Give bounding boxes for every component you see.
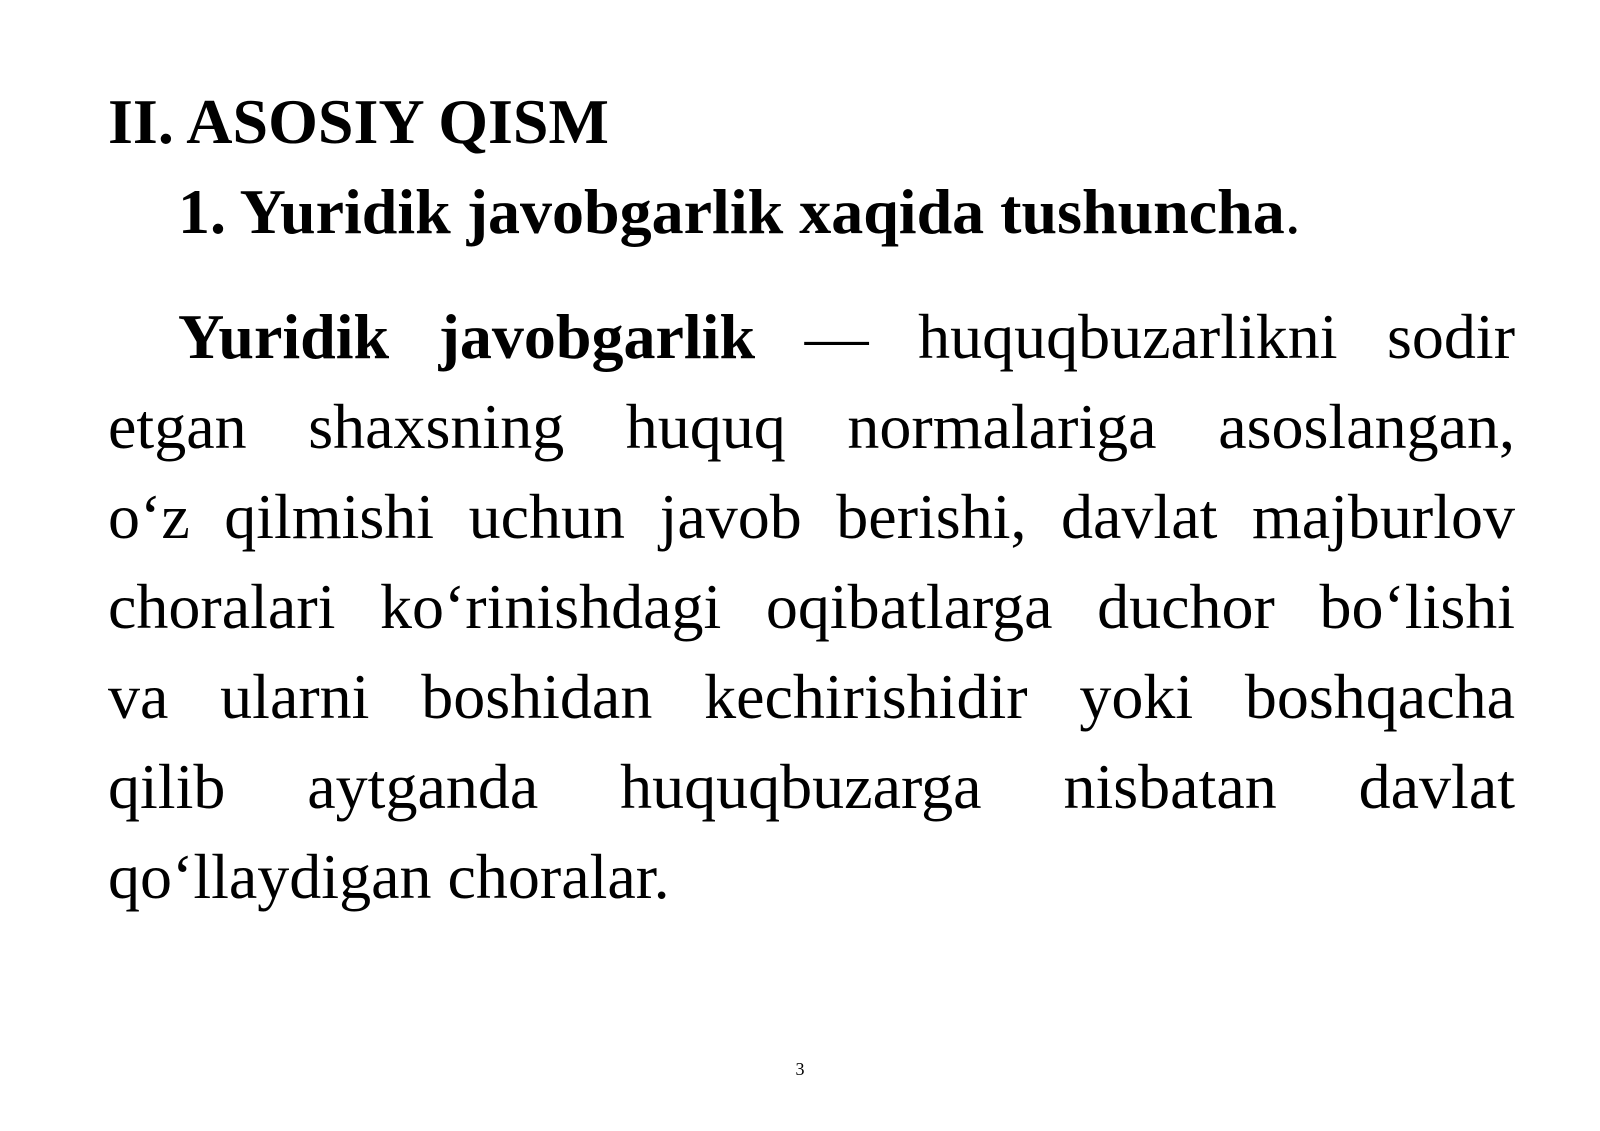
- paragraph-line: qilib aytganda huquqbuzarga nisbatan davlat: [108, 751, 1515, 822]
- definition-dash: —: [804, 301, 869, 372]
- paragraph-line: o‘z qilmishi uchun javob berishi, davlat majburlov: [108, 481, 1515, 552]
- paragraph-line: va ularni boshidan kechirishidir yoki boshqacha: [108, 661, 1515, 732]
- section-title: II. ASOSIY QISM: [108, 86, 609, 157]
- paragraph-line: etgan shaxsning huquq normalariga asoslangan,: [108, 391, 1515, 462]
- page-number: 3: [795, 1059, 805, 1079]
- subsection-title-period: .: [1284, 176, 1301, 247]
- subsection-title: [178, 172, 1301, 252]
- paragraph-line: [108, 292, 1515, 382]
- paragraph-line: choralari ko‘rinishdagi oqibatlarga duchor bo‘lishi: [108, 571, 1515, 642]
- defined-term: Yuridik javobgarlik: [178, 301, 756, 372]
- subsection-title-text: 1. Yuridik javobgarlik xaqida tushuncha: [178, 176, 1285, 247]
- paragraph-line-text: huquqbuzarlikni sodir: [918, 301, 1516, 372]
- paragraph-line: qo‘llaydigan choralar.: [108, 841, 670, 912]
- definition-paragraph: [108, 292, 1515, 922]
